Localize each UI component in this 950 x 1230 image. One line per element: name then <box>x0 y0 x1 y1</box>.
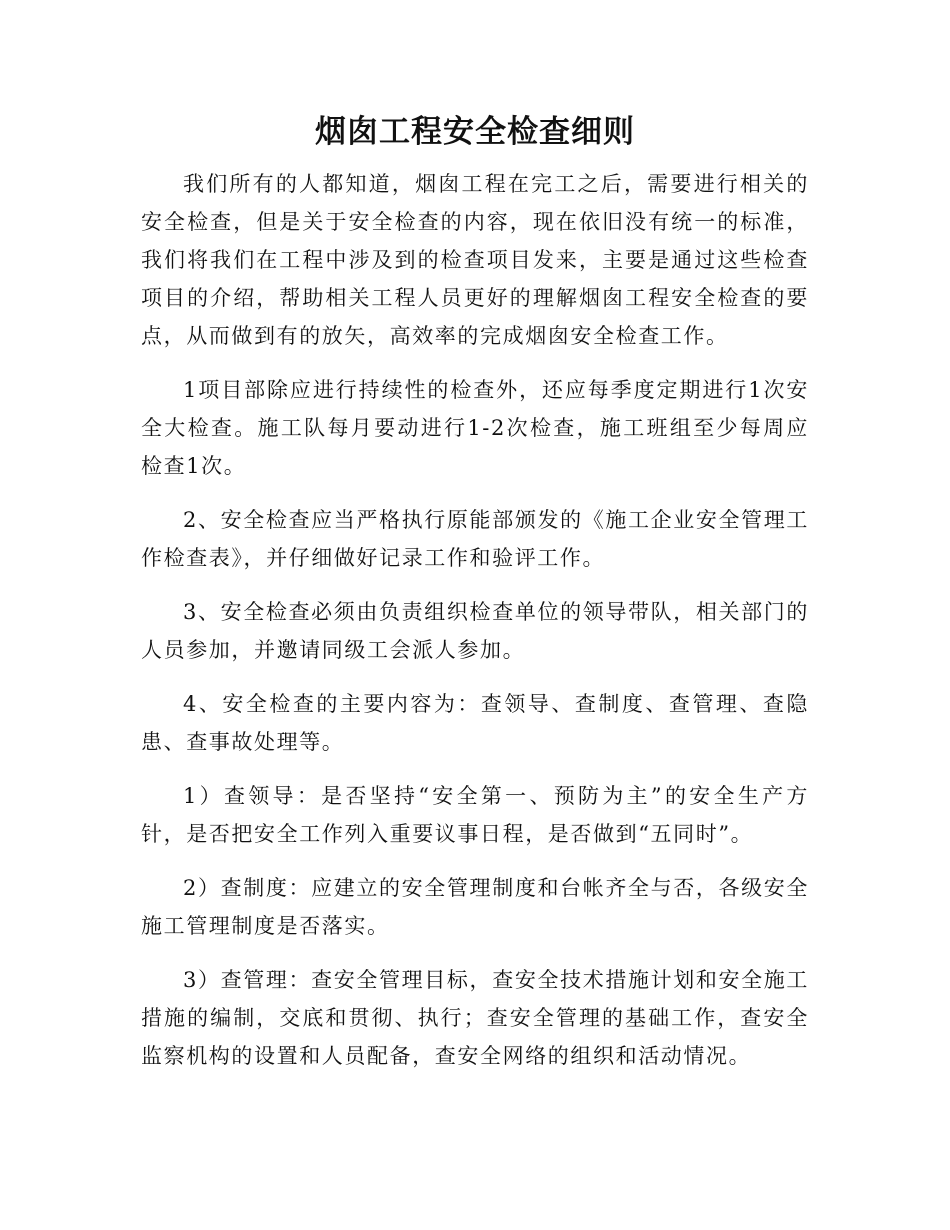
paragraph-item-3: 3、安全检查必须由负责组织检查单位的领导带队，相关部门的人员参加，并邀请同级工会派人参加。 <box>141 600 809 662</box>
paragraph-check-management: 3）查管理：查安全管理目标，查安全技术措施计划和安全施工措施的编制，交底和贯彻、执行；查安全管理的基础工作，查安全监察机构的设置和人员配备，查安全网络的组织和活动情况。 <box>141 968 809 1068</box>
paragraph-check-leadership: 1）查领导：是否坚持“安全第一、预防为主”的安全生产方针，是否把安全工作列入重要议事日程，是否做到“五同时”。 <box>141 784 809 846</box>
document-body <box>141 165 809 1091</box>
paragraph-item-2: 2、安全检查应当严格执行原能部颁发的《施工企业安全管理工作检查表》，并仔细做好记录工作和验评工作。 <box>141 508 809 570</box>
intro-paragraph: 我们所有的人都知道，烟囱工程在完工之后，需要进行相关的安全检查，但是关于安全检查的内容，现在依旧没有统一的标准，我们将我们在工程中涉及到的检查项目发来，主要是通过这些检查项目的介绍，帮助相关工程人员更好的理解烟囱工程安全检查的要点，从而做到有的放矢，高效率的完成烟囱安全检查工作。 <box>141 172 809 348</box>
paragraph-item-4: 4、安全检查的主要内容为：查领导、查制度、查管理、查隐患、查事故处理等。 <box>141 692 809 754</box>
document-title: 烟囱工程安全检查细则 <box>315 114 635 150</box>
paragraph-check-system: 2）查制度：应建立的安全管理制度和台帐齐全与否，各级安全施工管理制度是否落实。 <box>141 876 809 938</box>
paragraph-item-1: 1项目部除应进行持续性的检查外，还应每季度定期进行1次安全大检查。施工队每月要动进行1-2次检查，施工班组至少每周应检查1次。 <box>141 378 809 478</box>
